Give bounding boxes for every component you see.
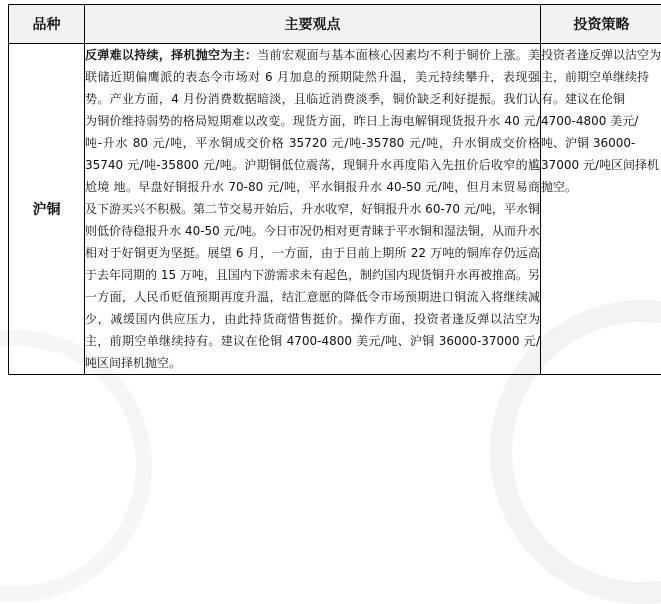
table-row bbox=[9, 44, 661, 375]
variety-cell: 沪铜 bbox=[9, 44, 85, 375]
strategy-cell: 投资者逢反弹以沽空为主，前期空单继续持有。建议在伦铜 4700-4800 美元/吨、沪铜 36000-37000 元/吨区间择机抛空。 bbox=[541, 44, 661, 375]
header-main-view: 主要观点 bbox=[85, 5, 541, 44]
header-strategy: 投资策略 bbox=[541, 5, 661, 44]
view-lead: 反弹难以持续，择机抛空为主： bbox=[85, 48, 257, 62]
view-body: 当前宏观面与基本面核心因素均不利于铜价上涨。美联储近期偏鹰派的表态令市场对 6 月加息的预期陡然升温，美元持续攀升，表现强势。产业方面，4 月份消费数据暗淡，且临近消费淡季，铜价缺乏利好提振。我们认为铜价维持弱势的格局短期难以改变。现货方面，昨日上海电解铜现货报升水 40 元/吨-升水 80 元/吨，平水铜成交价格 35720 元/吨-35780 元/吨，升水铜成交价格 35740 元/吨-35800 元/吨。沪期铜低位震荡，现铜升水再度陷入先扭价后收窄的尴尬境 地。早盘好铜报升水 70-80 元/吨，平水铜报升水 40-50 元/吨，但月末贸易商及下游买兴不积极。第二节交易开始后，升水收窄，好铜报升水 60-70 元/吨，平水铜则低价待稳报升水 40-50 元/吨。今日市况仍相对更青睐于平水铜和湿法铜，从而升水相对于好铜更为坚挺。展望 6 月，一方面，由于目前上期所 22 万吨的铜库存仍远高于去年同期的 15 万吨，且国内下游需求未有起色，制约国内现货铜升水再被推高。另一方面，人民币贬值预期再度升温，结汇意愿的降低令市场预期进口铜流入将继续减少，减缓国内供应压力，由此持货商惜售挺价。操作方面，投资者逢反弹以沽空为主，前期空单继续持有。建议在伦铜 4700-4800 美元/吨、沪铜 36000-37000 元/吨区间择机抛空。 bbox=[85, 48, 540, 370]
table-header-row bbox=[9, 5, 661, 44]
main-view-cell bbox=[85, 44, 541, 375]
header-variety: 品种 bbox=[9, 5, 85, 44]
strategy-table bbox=[8, 4, 661, 375]
